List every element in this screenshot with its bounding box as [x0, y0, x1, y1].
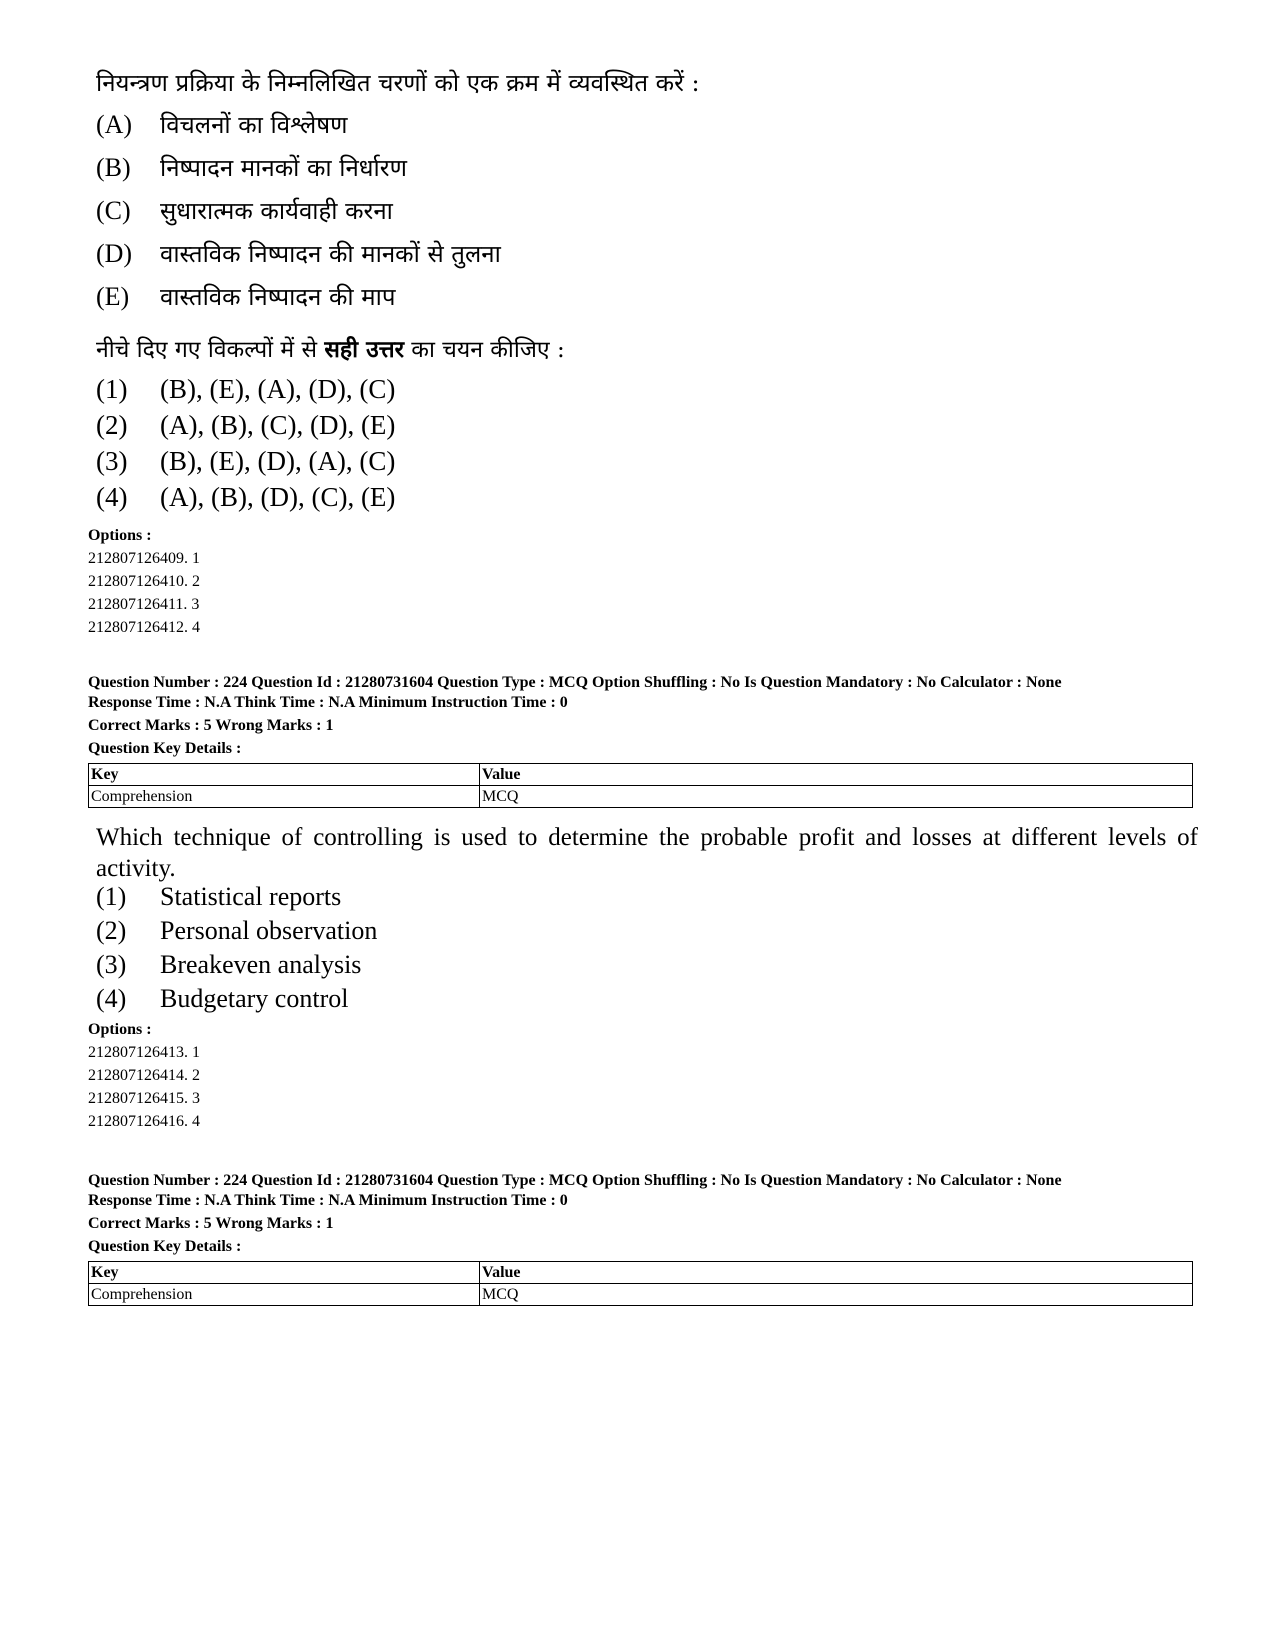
key-details-heading: Question Key Details : — [88, 740, 242, 757]
english-question-text: Which technique of controlling is used to determine the probable profit and losses at different levels of activity. — [96, 824, 1198, 882]
option-id: 212807126415. 3 — [88, 1090, 200, 1107]
question-meta-2 — [88, 1171, 1062, 1257]
timing-info-line: Response Time : N.A Think Time : N.A Minimum Instruction Time : 0 — [88, 1192, 568, 1209]
choice-row — [96, 950, 377, 984]
hindi-question-prompt: नियन्त्रण प्रक्रिया के निम्नलिखित चरणों को एक क्रम में व्यवस्थित करें : — [96, 69, 700, 97]
hindi-question-items — [96, 108, 501, 323]
table-header-value: Value — [480, 764, 1193, 786]
choice-label: (2) — [96, 410, 128, 440]
item-label: (B) — [96, 153, 131, 182]
instruction-text: नीचे दिए गए विकल्पों में से — [96, 337, 325, 363]
choice-label: (2) — [96, 916, 127, 945]
question-key-table-2 — [88, 1261, 1193, 1306]
hindi-item-c — [96, 194, 501, 237]
timing-info-line: Response Time : N.A Think Time : N.A Minimum Instruction Time : 0 — [88, 694, 568, 711]
table-header-key: Key — [89, 764, 480, 786]
question-meta-1 — [88, 673, 1062, 759]
hindi-choices — [96, 374, 395, 518]
option-id: 212807126413. 1 — [88, 1044, 200, 1061]
item-text: सुधारात्मक कार्यवाही करना — [160, 197, 393, 225]
table-header-value: Value — [480, 1262, 1193, 1284]
choice-text: (B), (E), (D), (A), (C) — [160, 446, 396, 476]
choice-label: (3) — [96, 950, 127, 979]
option-id: 212807126411. 3 — [88, 596, 200, 613]
choice-row — [96, 482, 395, 518]
marks-info-line: Correct Marks : 5 Wrong Marks : 1 — [88, 1215, 334, 1232]
hindi-instruction — [96, 332, 565, 364]
english-choices — [96, 882, 377, 1018]
choice-row — [96, 410, 395, 446]
instruction-text-end: का चयन कीजिए : — [404, 337, 565, 363]
item-label: (E) — [96, 282, 130, 311]
option-id: 212807126416. 4 — [88, 1113, 200, 1130]
item-text: विचलनों का विश्लेषण — [160, 111, 348, 139]
choice-row — [96, 446, 395, 482]
table-cell-key: Comprehension — [89, 786, 480, 808]
options-heading: Options : — [88, 1021, 152, 1038]
hindi-item-b — [96, 151, 501, 194]
option-id: 212807126412. 4 — [88, 619, 200, 636]
hindi-options-list — [88, 524, 200, 639]
hindi-item-d — [96, 237, 501, 280]
question-key-table-1 — [88, 763, 1193, 808]
option-id: 212807126410. 2 — [88, 573, 200, 590]
table-row — [89, 1284, 1193, 1306]
item-label: (D) — [96, 239, 133, 268]
options-heading: Options : — [88, 527, 152, 544]
hindi-item-a — [96, 108, 501, 151]
item-label: (A) — [96, 110, 133, 139]
hindi-item-e — [96, 280, 501, 323]
choice-text: Budgetary control — [160, 984, 349, 1013]
table-header-row — [89, 1262, 1193, 1284]
key-details-heading: Question Key Details : — [88, 1238, 242, 1255]
instruction-bold: सही उत्तर — [324, 336, 404, 363]
table-header-row — [89, 764, 1193, 786]
english-options-list — [88, 1018, 200, 1133]
table-cell-key: Comprehension — [89, 1284, 480, 1306]
choice-label: (4) — [96, 984, 127, 1013]
choice-row — [96, 882, 377, 916]
question-info-line: Question Number : 224 Question Id : 21280731604 Question Type : MCQ Option Shuffling : No Is Question Mandatory : No Calculator : None — [88, 674, 1062, 691]
option-id: 212807126409. 1 — [88, 550, 200, 567]
table-cell-value: MCQ — [480, 786, 1193, 808]
marks-info-line: Correct Marks : 5 Wrong Marks : 1 — [88, 717, 334, 734]
table-header-key: Key — [89, 1262, 480, 1284]
table-cell-value: MCQ — [480, 1284, 1193, 1306]
choice-text: (B), (E), (A), (D), (C) — [160, 374, 396, 404]
choice-label: (4) — [96, 482, 128, 512]
choice-text: (A), (B), (C), (D), (E) — [160, 410, 396, 440]
item-text: वास्तविक निष्पादन की मानकों से तुलना — [160, 240, 501, 268]
choice-text: Breakeven analysis — [160, 950, 362, 979]
choice-label: (1) — [96, 882, 127, 911]
choice-row — [96, 916, 377, 950]
option-id: 212807126414. 2 — [88, 1067, 200, 1084]
choice-text: Statistical reports — [160, 882, 342, 911]
question-info-line: Question Number : 224 Question Id : 21280731604 Question Type : MCQ Option Shuffling : No Is Question Mandatory : No Calculator : None — [88, 1172, 1062, 1189]
item-text: वास्तविक निष्पादन की माप — [160, 283, 396, 311]
choice-row — [96, 984, 377, 1018]
choice-text: Personal observation — [160, 916, 378, 945]
table-row — [89, 786, 1193, 808]
choice-label: (3) — [96, 446, 128, 476]
choice-row — [96, 374, 395, 410]
item-label: (C) — [96, 196, 131, 225]
item-text: निष्पादन मानकों का निर्धारण — [160, 154, 407, 182]
choice-label: (1) — [96, 374, 128, 404]
choice-text: (A), (B), (D), (C), (E) — [160, 482, 396, 512]
